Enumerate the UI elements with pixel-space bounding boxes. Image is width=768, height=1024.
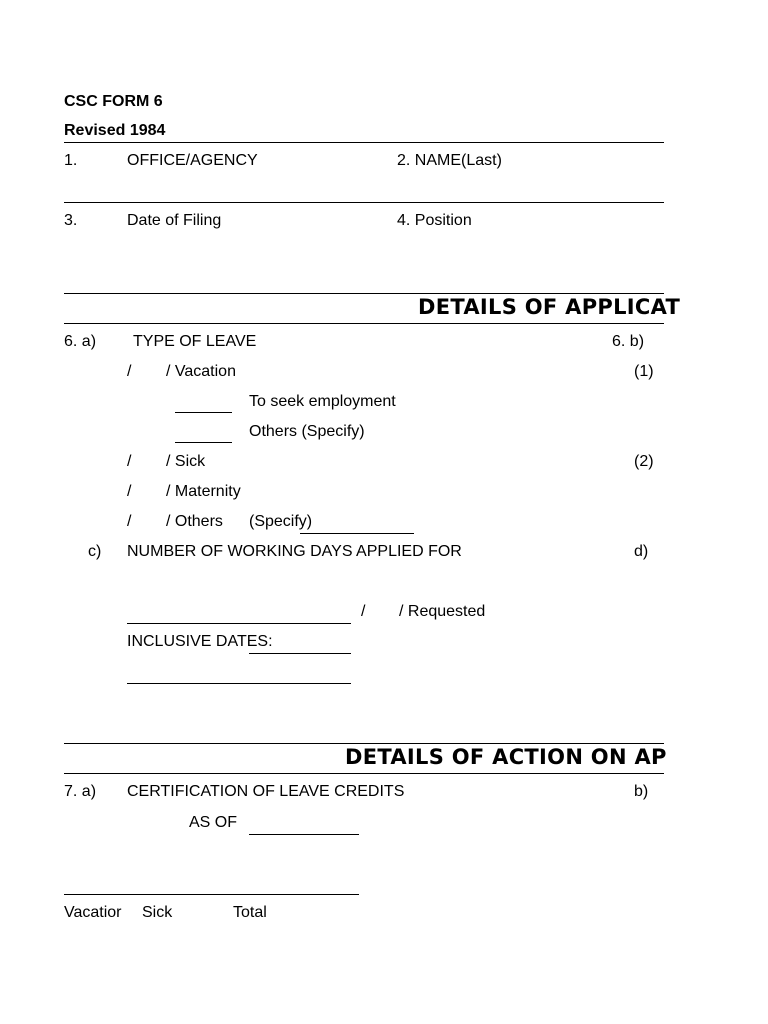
option-2-label: (2) <box>634 453 654 470</box>
inclusive-dates-blank[interactable] <box>249 653 351 654</box>
others-checkbox-left: / <box>127 513 132 530</box>
office-agency-label: OFFICE/AGENCY <box>127 152 258 169</box>
option-1-label: (1) <box>634 363 654 380</box>
column-vacation-header: Vacatior <box>64 905 122 921</box>
sick-checkbox-left: / <box>127 453 132 470</box>
seek-employment-label: To seek employment <box>249 393 396 410</box>
vacation-others-label: Others (Specify) <box>249 423 365 440</box>
seek-employment-blank[interactable] <box>175 412 232 413</box>
others-specify-label: (Specify) <box>249 513 313 530</box>
divider-line <box>64 142 664 143</box>
question-7a-number: 7. a) <box>64 783 97 800</box>
vacation-others-blank[interactable] <box>175 442 232 443</box>
question-6c-number: c) <box>88 543 102 560</box>
requested-checkbox-left: / <box>361 603 366 620</box>
sick-checkbox-label[interactable]: / Sick <box>166 453 206 470</box>
column-total-header: Total <box>233 904 267 921</box>
vacation-checkbox-label[interactable]: / Vacation <box>166 363 236 380</box>
as-of-label: AS OF <box>189 814 238 831</box>
maternity-checkbox-left: / <box>127 483 132 500</box>
section-title-action: DETAILS OF ACTION ON AP <box>345 745 667 769</box>
working-days-label: NUMBER OF WORKING DAYS APPLIED FOR <box>127 543 462 560</box>
question-6b-label: 6. b) <box>612 333 645 350</box>
form-title: CSC FORM 6 <box>64 93 163 110</box>
inclusive-dates-blank-2[interactable] <box>127 683 351 684</box>
question-7b-label: b) <box>634 783 649 800</box>
column-sick-header: Sick <box>142 904 173 921</box>
others-specify-blank[interactable] <box>300 533 414 534</box>
as-of-blank[interactable] <box>249 834 359 835</box>
section-top-line <box>64 743 664 744</box>
maternity-checkbox-label[interactable]: / Maternity <box>166 483 241 500</box>
field-3-number: 3. <box>64 212 78 229</box>
inclusive-dates-label: INCLUSIVE DATES: <box>127 633 273 650</box>
date-of-filing-label: Date of Filing <box>127 212 222 229</box>
vacation-checkbox-left: / <box>127 363 132 380</box>
working-days-blank[interactable] <box>127 623 351 624</box>
question-6d-label: d) <box>634 543 649 560</box>
requested-checkbox-label[interactable]: / Requested <box>399 603 486 620</box>
leave-credits-label: CERTIFICATION OF LEAVE CREDITS <box>127 783 405 800</box>
position-label: 4. Position <box>397 212 472 229</box>
section-title-application: DETAILS OF APPLICAT <box>418 295 681 319</box>
section-top-line <box>64 293 664 294</box>
others-checkbox-label[interactable]: / Others <box>166 513 223 530</box>
name-last-label: 2. NAME(Last) <box>397 152 502 169</box>
question-6a-number: 6. a) <box>64 333 97 350</box>
credits-divider-line <box>64 894 359 895</box>
section-bottom-line <box>64 323 664 324</box>
type-of-leave-label: TYPE OF LEAVE <box>133 333 257 350</box>
divider-line <box>64 202 664 203</box>
section-bottom-line <box>64 773 664 774</box>
field-1-number: 1. <box>64 152 78 169</box>
form-revision: Revised 1984 <box>64 122 166 139</box>
